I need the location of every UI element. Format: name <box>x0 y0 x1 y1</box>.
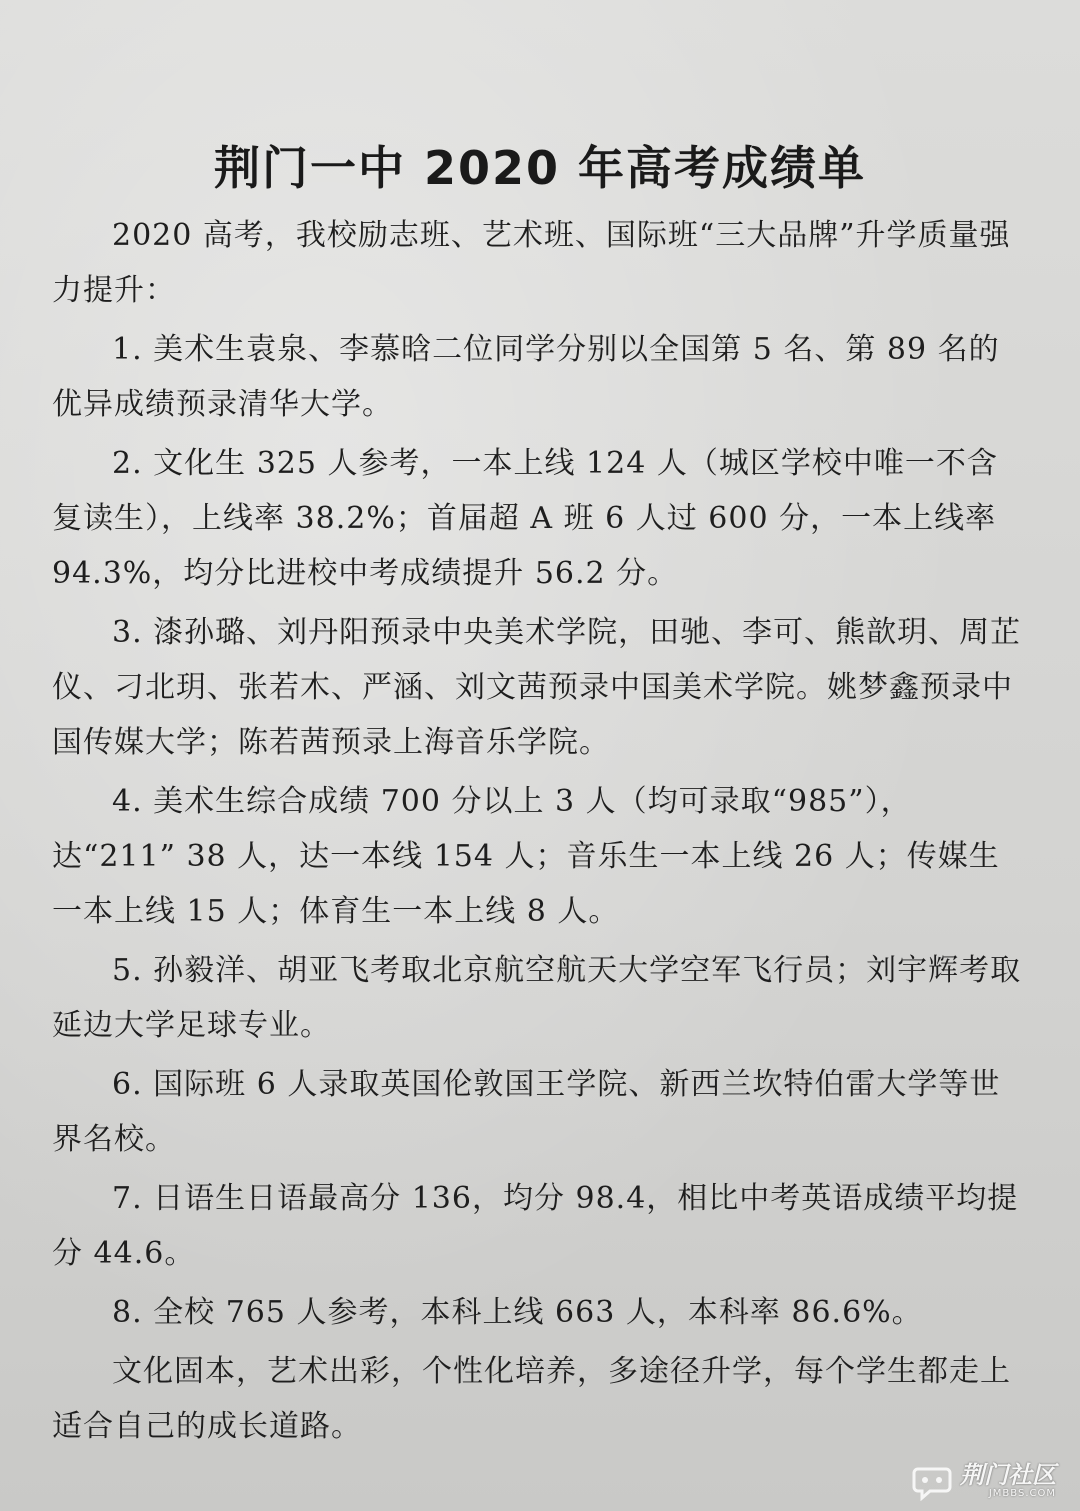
chat-bubble-logo-icon <box>912 1461 952 1501</box>
item-paragraph: 2. 文化生 325 人参考，一本上线 124 人（城区学校中唯一不含复读生），上线率 38.2%；首届超 A 班 6 人过 600 分，一本上线率 94.3%，均分比进校中考成绩提升 56.2 分。 <box>52 446 998 591</box>
item-paragraph: 1. 美术生袁泉、李慕晗二位同学分别以全国第 5 名、第 89 名的优异成绩预录清华大学。 <box>52 332 1000 422</box>
watermark-domain: JMBBS.COM <box>988 1488 1056 1499</box>
document-title: 荆门一中 2020 年高考成绩单 <box>213 141 867 195</box>
item-paragraph: 5. 孙毅洋、胡亚飞考取北京航空航天大学空军飞行员；刘宇辉考取延边大学足球专业。 <box>52 953 1022 1043</box>
item-paragraph: 6. 国际班 6 人录取英国伦敦国王学院、新西兰坎特伯雷大学等世界名校。 <box>52 1067 1001 1157</box>
closing-paragraph: 文化固本，艺术出彩，个性化培养，多途径升学，每个学生都走上适合自己的成长道路。 <box>52 1354 1011 1444</box>
item-paragraph: 8. 全校 765 人参考，本科上线 663 人，本科率 86.6%。 <box>112 1295 923 1330</box>
document-body <box>52 208 1027 1458</box>
watermark-text <box>960 1462 1056 1500</box>
intro-paragraph: 2020 高考，我校励志班、艺术班、国际班“三大品牌”升学质量强力提升： <box>52 218 1011 308</box>
item-paragraph: 7. 日语生日语最高分 136，均分 98.4，相比中考英语成绩平均提分 44.6。 <box>52 1181 1019 1271</box>
item-paragraph: 4. 美术生综合成绩 700 分以上 3 人（均可录取“985”），达“211” 38 人，达一本线 154 人；音乐生一本上线 26 人；传媒生一本上线 15 人；体育生一本上线 8 人。 <box>52 784 1000 929</box>
site-watermark <box>912 1459 1072 1503</box>
item-paragraph: 3. 漆孙璐、刘丹阳预录中央美术学院，田驰、李可、熊歆玥、周芷仪、刁北玥、张若木、严涵、刘文茜预录中国美术学院。姚梦鑫预录中国传媒大学；陈若茜预录上海音乐学院。 <box>52 615 1022 760</box>
watermark-name: 荆门社区 <box>960 1461 1056 1489</box>
